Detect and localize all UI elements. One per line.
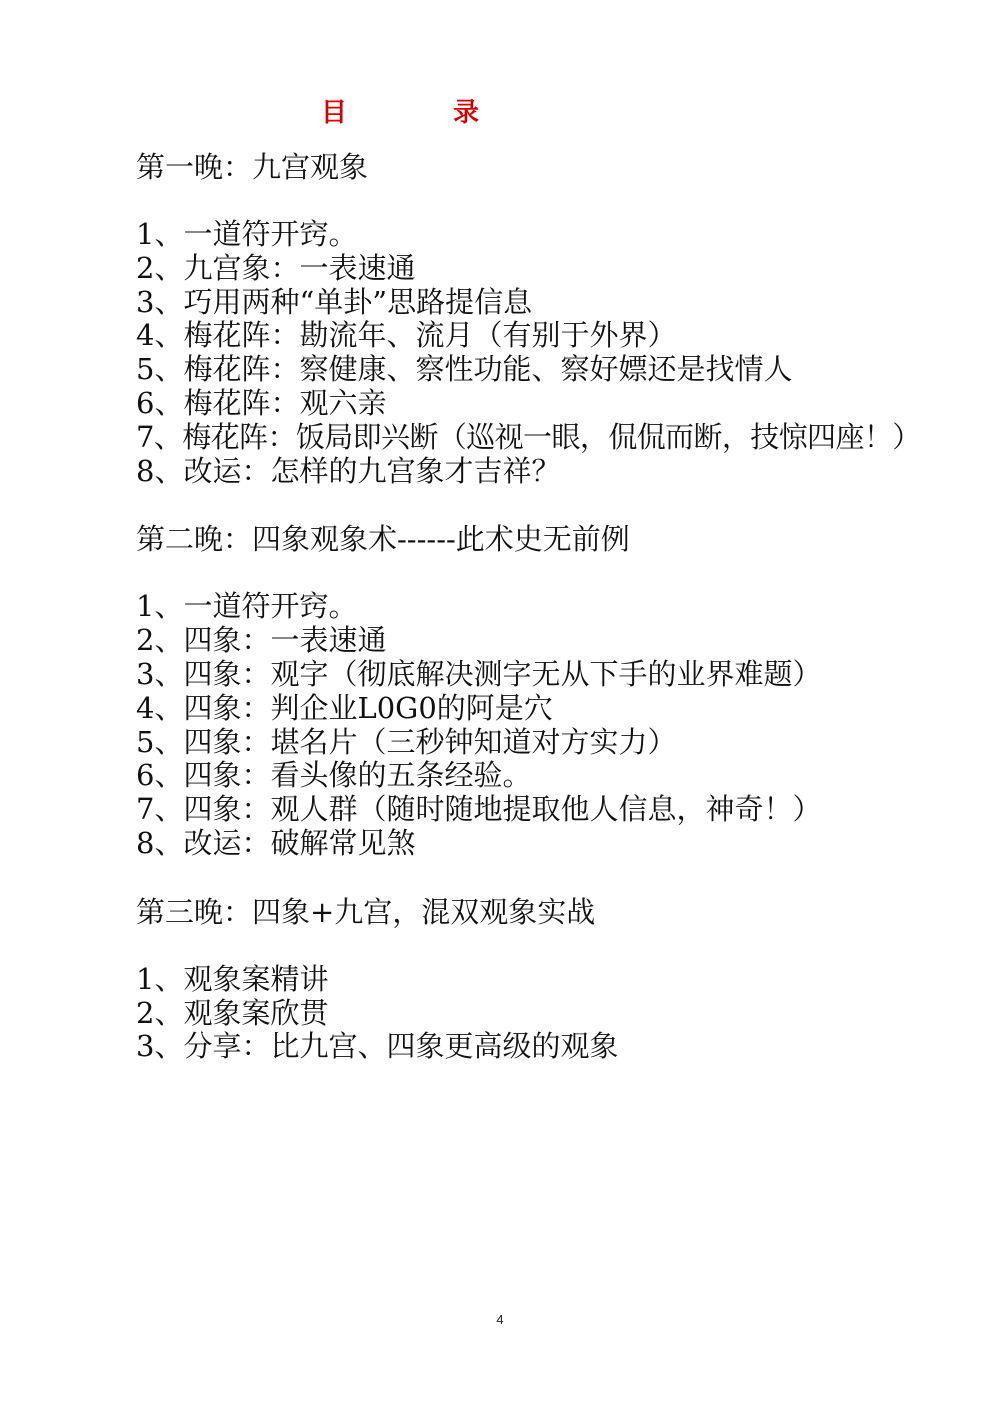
list-item: 3、分享：比九宫、四象更高级的观象: [136, 1029, 619, 1064]
toc-title: 目 录: [320, 98, 519, 128]
list-item: 3、四象：观字（彻底解决测字无从下手的业界难题）: [136, 656, 822, 691]
list-item: 2、九宫象：一表速通: [136, 250, 416, 285]
list-item: 2、观象案欣贯: [136, 995, 329, 1030]
section-heading: 第三晚：四象+九宫，混双观象实战: [136, 894, 596, 929]
section-night-2: [136, 518, 956, 860]
section-heading: 第一晚：九宫观象: [136, 150, 369, 184]
list-item: 7、四象：观人群（随时随地提取他人信息，神奇！）: [136, 792, 822, 827]
list-item: 1、一道符开窍。: [136, 217, 358, 251]
toc-content: [136, 146, 956, 1064]
list-item: 8、改运：怎样的九宫象才吉祥？: [136, 453, 561, 488]
list-item: 7、梅花阵：饭局即兴断（巡视一眼，侃侃而断，技惊四座！）: [136, 419, 921, 454]
section-night-3: [136, 891, 956, 1064]
list-item: 4、梅花阵：勘流年、流月（有别于外界）: [136, 318, 677, 353]
list-item: 2、四象：一表速通: [136, 623, 387, 658]
list-item: 3、巧用两种“单卦”思路提信息: [136, 284, 533, 319]
list-item: 5、四象：堪名片（三秒钟知道对方实力）: [136, 724, 677, 759]
section-heading: 第二晚：四象观象术------此术史无前例: [136, 522, 630, 557]
list-item: 6、四象：看头像的五条经验。: [136, 758, 532, 793]
list-item: 4、四象：判企业L0G0的阿是穴: [136, 690, 553, 725]
list-item: 6、梅花阵：观六亲: [136, 385, 387, 420]
list-item: 8、改运：破解常见煞: [136, 825, 416, 860]
page-number: 4: [496, 1312, 504, 1327]
list-item: 1、观象案精讲: [136, 961, 329, 996]
list-item: 1、一道符开窍。: [136, 589, 358, 624]
list-item: 5、梅花阵：察健康、察性功能、察好嫖还是找情人: [136, 352, 793, 387]
section-night-1: [136, 146, 956, 488]
